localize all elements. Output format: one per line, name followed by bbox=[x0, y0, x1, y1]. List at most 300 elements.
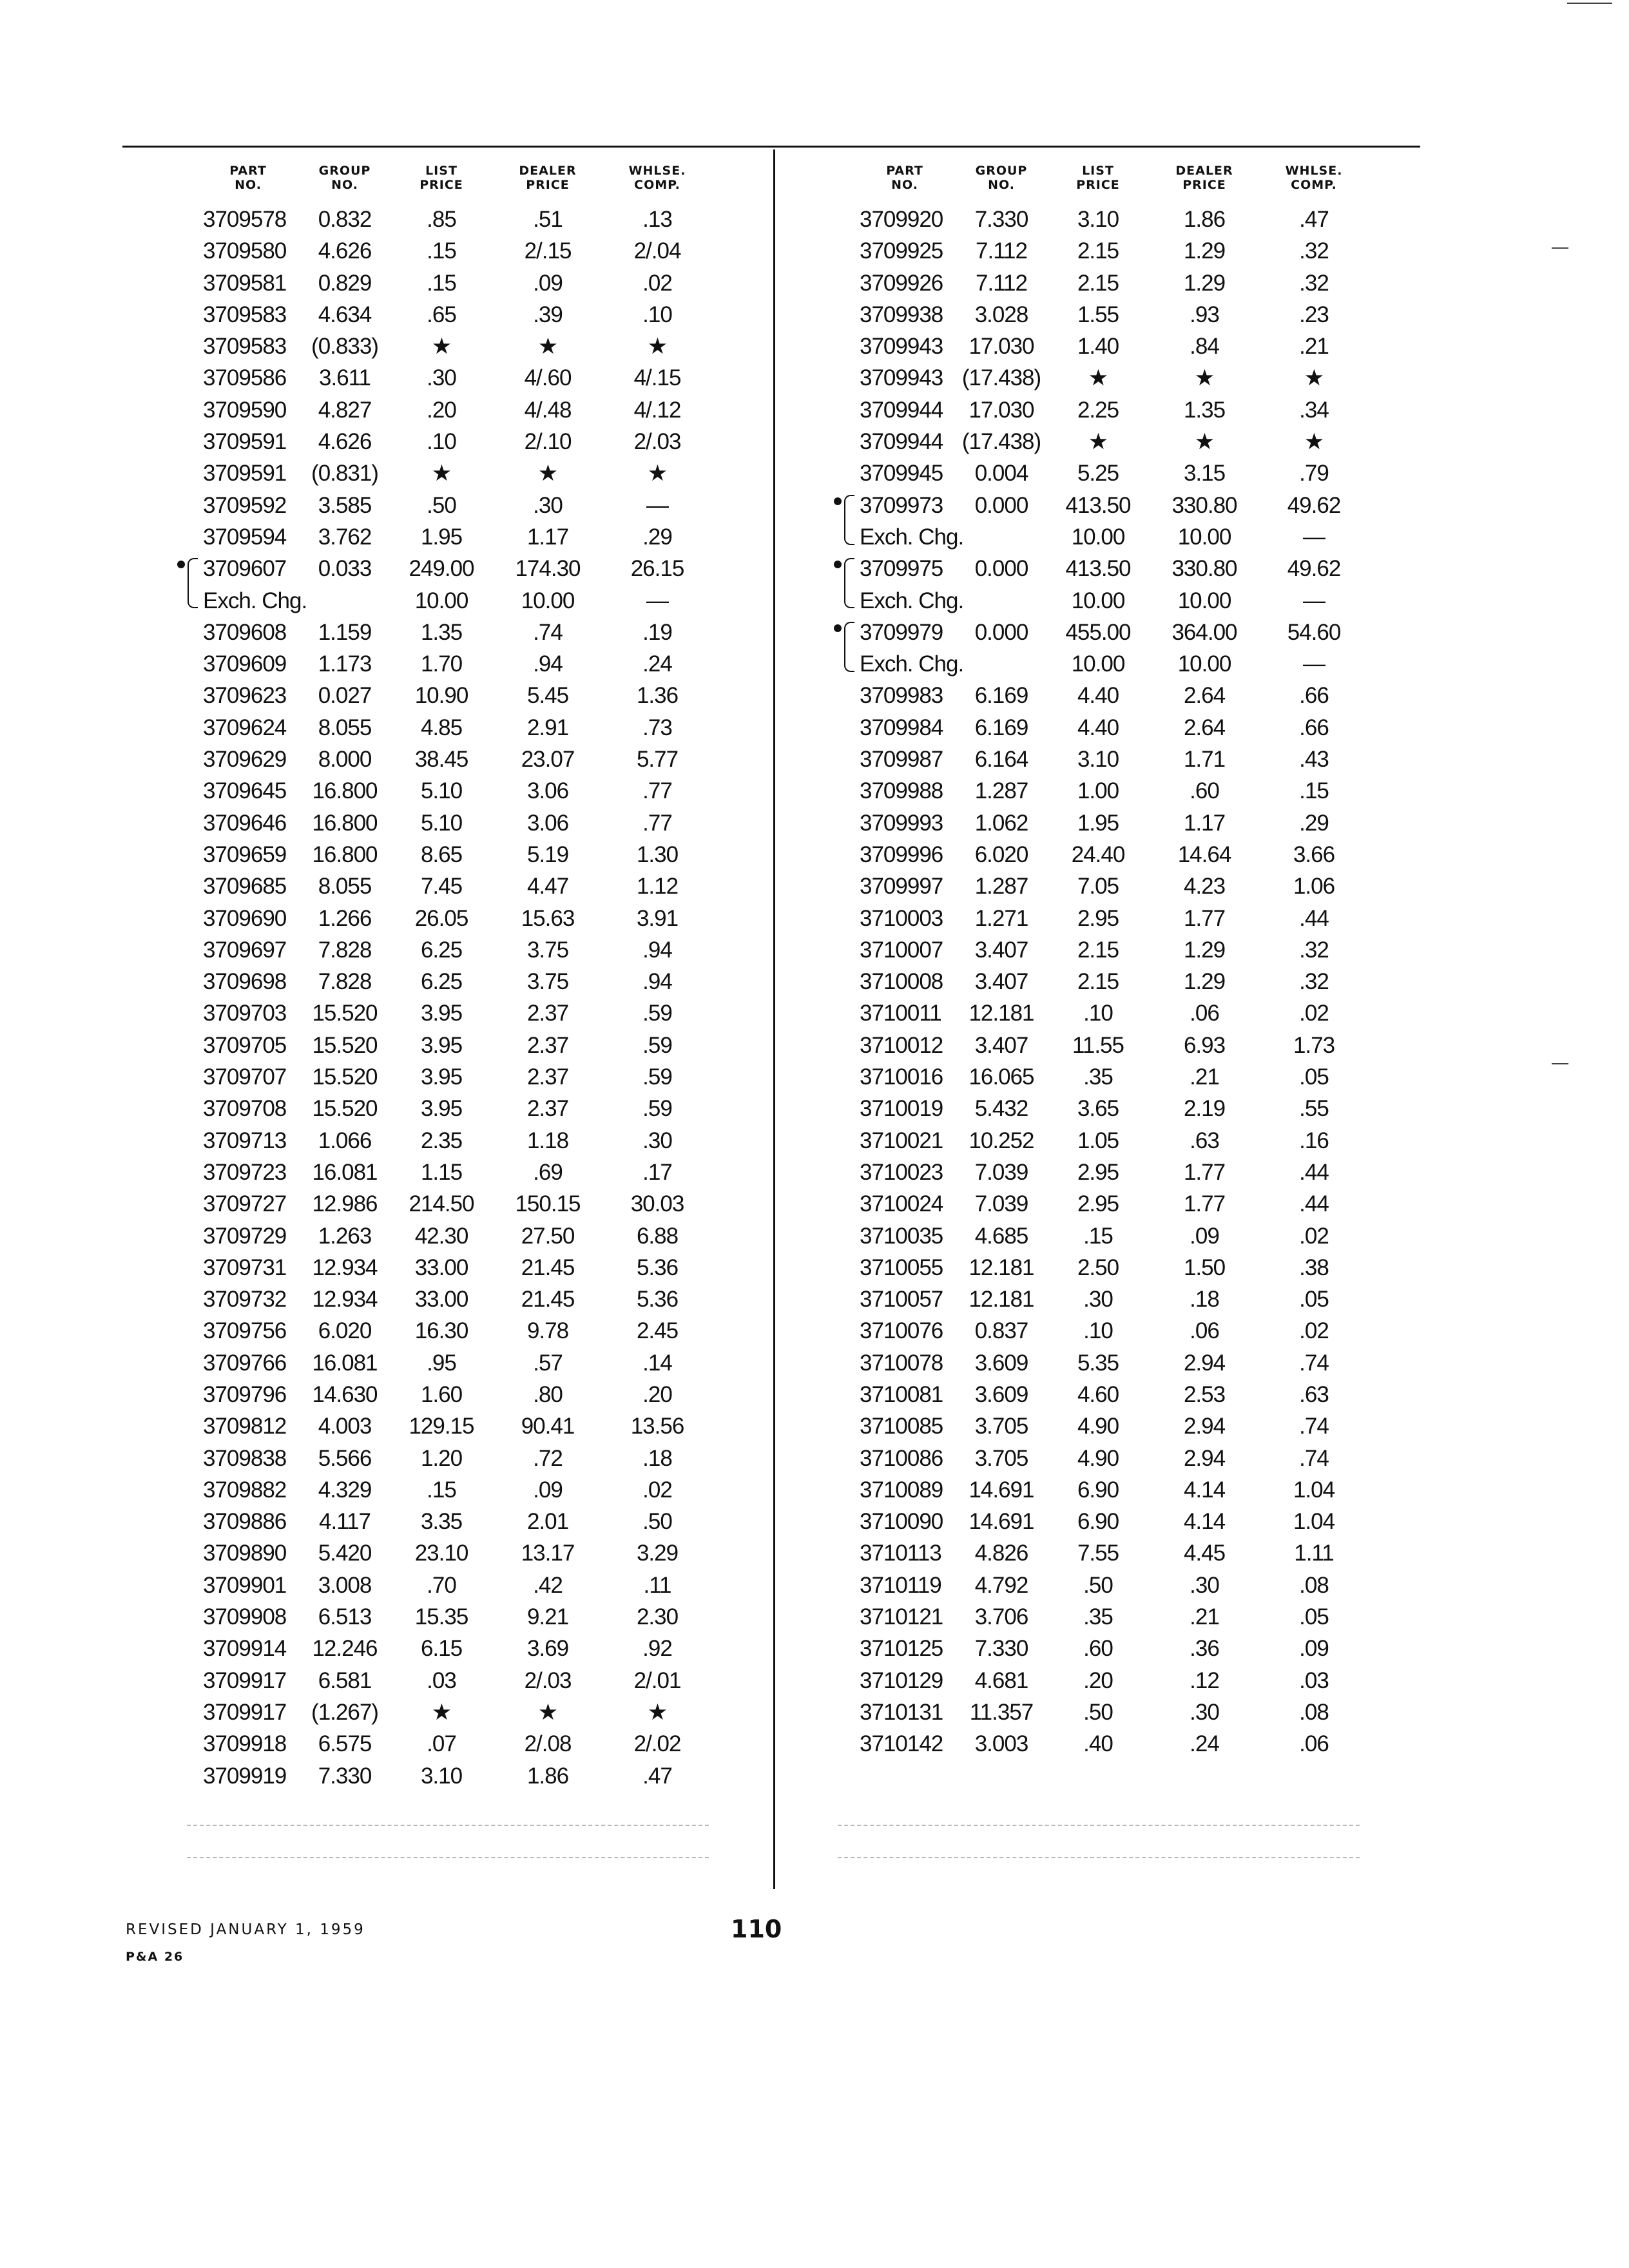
cell-dealer: 2/.10 bbox=[524, 429, 572, 455]
table-row bbox=[782, 1665, 1420, 1696]
cell-group: 4.626 bbox=[318, 238, 372, 264]
cell-group: 6.020 bbox=[318, 1318, 372, 1344]
cell-dealer: 2.94 bbox=[1183, 1350, 1226, 1376]
table-row bbox=[126, 966, 764, 997]
cell-list: 38.45 bbox=[414, 747, 468, 773]
cell-group: 1.066 bbox=[318, 1128, 372, 1153]
left-table-body bbox=[126, 204, 764, 1792]
cell-whlse: .03 bbox=[1299, 1667, 1329, 1693]
table-row bbox=[126, 331, 764, 362]
table-row bbox=[126, 1347, 764, 1379]
cell-list: 214.50 bbox=[409, 1191, 474, 1217]
table-row bbox=[126, 712, 764, 744]
cell-list: 2.15 bbox=[1077, 969, 1119, 995]
cell-group: 4.685 bbox=[974, 1223, 1028, 1249]
table-row bbox=[782, 966, 1420, 997]
cell-dealer: .63 bbox=[1190, 1128, 1219, 1153]
table-row bbox=[782, 426, 1420, 457]
cell-part: 3710129 bbox=[860, 1667, 943, 1693]
cell-whlse: 1.04 bbox=[1293, 1509, 1335, 1535]
cell-whlse: .08 bbox=[1299, 1572, 1329, 1598]
cell-dealer: 1.77 bbox=[1183, 905, 1226, 931]
cell-whlse: .59 bbox=[642, 1032, 672, 1058]
cell-whlse: 1.11 bbox=[1294, 1541, 1334, 1566]
cell-list: 2.95 bbox=[1077, 1159, 1119, 1185]
cell-group: 8.000 bbox=[318, 747, 372, 773]
cell-part: 3709979 bbox=[860, 619, 943, 645]
cell-whlse: 2/.03 bbox=[633, 429, 681, 455]
cell-group: 12.181 bbox=[969, 1287, 1034, 1312]
cell-list: 7.45 bbox=[420, 874, 463, 899]
cell-group: 14.691 bbox=[969, 1477, 1034, 1503]
cell-part: 3709729 bbox=[203, 1223, 287, 1249]
cell-dealer: 330.80 bbox=[1171, 556, 1237, 582]
bullet-icon bbox=[834, 497, 842, 505]
cell-part: 3710011 bbox=[860, 1001, 941, 1026]
cell-whlse: 3.66 bbox=[1293, 841, 1335, 867]
cell-part: 3710125 bbox=[860, 1636, 943, 1662]
cell-list: 26.05 bbox=[414, 905, 468, 931]
cell-part: 3709944 bbox=[860, 429, 943, 455]
cell-part: 3709731 bbox=[203, 1254, 287, 1280]
cell-whlse: ★ bbox=[647, 461, 668, 486]
cell-whlse: .16 bbox=[1299, 1128, 1329, 1153]
table-row bbox=[782, 1633, 1420, 1664]
cell-group: 3.008 bbox=[318, 1572, 372, 1598]
catalog-code: P&A 26 bbox=[126, 1950, 184, 1964]
cell-list: 3.10 bbox=[1077, 207, 1119, 232]
cell-part: 3709838 bbox=[203, 1445, 287, 1471]
cell-part: 3709996 bbox=[860, 841, 943, 867]
cell-whlse: .94 bbox=[642, 937, 672, 963]
cell-list: 3.10 bbox=[420, 1763, 463, 1789]
cell-dealer: ★ bbox=[1194, 429, 1215, 455]
cell-whlse: .55 bbox=[1299, 1096, 1329, 1122]
cell-group: 6.169 bbox=[974, 683, 1028, 709]
cell-group: 3.609 bbox=[974, 1350, 1028, 1376]
right-column-header bbox=[782, 164, 1420, 204]
cell-part: 3709578 bbox=[203, 207, 287, 232]
cell-dealer: .06 bbox=[1190, 1318, 1219, 1344]
right-column bbox=[782, 164, 1420, 1760]
cell-part: 3709609 bbox=[203, 651, 287, 677]
cell-whlse: .32 bbox=[1299, 969, 1329, 995]
cell-dealer: 3.15 bbox=[1183, 461, 1226, 486]
cell-whlse: .66 bbox=[1299, 683, 1329, 709]
cell-whlse: .19 bbox=[642, 619, 672, 645]
cell-list: .15 bbox=[427, 1477, 456, 1503]
cell-part: 3709943 bbox=[860, 365, 943, 391]
cell-group: 6.169 bbox=[974, 715, 1028, 740]
cell-dealer: .80 bbox=[533, 1381, 563, 1407]
cell-group: 16.800 bbox=[312, 841, 378, 867]
cell-group: 17.030 bbox=[969, 334, 1034, 360]
cell-dealer: 3.75 bbox=[526, 937, 569, 963]
cell-dealer: 150.15 bbox=[515, 1191, 581, 1217]
cell-group: 6.581 bbox=[318, 1667, 372, 1693]
cell-part: 3709723 bbox=[203, 1159, 287, 1185]
cell-dealer: .69 bbox=[533, 1159, 563, 1185]
cell-list: 10.00 bbox=[414, 588, 468, 613]
cell-whlse: 13.56 bbox=[630, 1414, 684, 1439]
cell-dealer: 2.37 bbox=[526, 1032, 569, 1058]
cell-dealer: 2/.08 bbox=[524, 1731, 572, 1757]
cell-part: 3709690 bbox=[203, 905, 287, 931]
cell-whlse: .32 bbox=[1299, 270, 1329, 296]
table-row bbox=[126, 680, 764, 711]
cell-part: 3709890 bbox=[203, 1541, 287, 1566]
cell-list: 1.60 bbox=[420, 1381, 463, 1407]
blank-line bbox=[187, 1825, 709, 1826]
table-row bbox=[782, 775, 1420, 807]
cell-list: 23.10 bbox=[414, 1541, 468, 1566]
table-row bbox=[782, 1093, 1420, 1124]
cell-list: 10.00 bbox=[1071, 524, 1125, 550]
table-row bbox=[126, 1252, 764, 1283]
cell-part: 3709580 bbox=[203, 238, 287, 264]
table-row bbox=[126, 457, 764, 489]
header-whlse-comp: WHLSE. COMP. bbox=[628, 164, 686, 192]
cell-list: 3.95 bbox=[420, 1001, 463, 1026]
cell-dealer: 10.00 bbox=[521, 588, 575, 613]
cell-dealer: .24 bbox=[1190, 1731, 1219, 1757]
cell-whlse: .10 bbox=[642, 302, 672, 327]
cell-dealer: .30 bbox=[533, 492, 563, 518]
table-row bbox=[126, 394, 764, 426]
cell-dealer: .94 bbox=[533, 651, 563, 677]
cell-whlse: .09 bbox=[1299, 1636, 1329, 1662]
cell-part: 3710076 bbox=[860, 1318, 943, 1344]
cell-dealer: 9.78 bbox=[526, 1318, 569, 1344]
cell-part: 3710008 bbox=[860, 969, 943, 995]
table-row bbox=[126, 426, 764, 457]
cell-dealer: 2.01 bbox=[526, 1509, 569, 1535]
cell-part: 3709590 bbox=[203, 397, 287, 423]
table-row bbox=[782, 1030, 1420, 1061]
header-list-price: LIST PRICE bbox=[419, 164, 463, 192]
cell-whlse: .32 bbox=[1299, 238, 1329, 264]
cell-group: 12.181 bbox=[969, 1254, 1034, 1280]
cell-whlse: .24 bbox=[642, 651, 672, 677]
cell-part: 3709708 bbox=[203, 1096, 287, 1122]
cell-part: 3710016 bbox=[860, 1064, 943, 1090]
blank-line bbox=[838, 1825, 1360, 1826]
table-row bbox=[126, 1696, 764, 1728]
cell-dealer: 3.75 bbox=[526, 969, 569, 995]
table-row bbox=[126, 235, 764, 267]
table-row bbox=[782, 1696, 1420, 1728]
cell-list: .60 bbox=[1083, 1636, 1113, 1662]
cell-group: 5.420 bbox=[318, 1541, 372, 1566]
cell-dealer: .21 bbox=[1190, 1604, 1219, 1630]
column-divider bbox=[773, 149, 775, 1889]
cell-part: 3709583 bbox=[203, 302, 287, 327]
cell-part: 3709938 bbox=[860, 302, 943, 327]
cell-list: 4.40 bbox=[1077, 715, 1119, 740]
table-row bbox=[126, 1157, 764, 1188]
table-row bbox=[782, 680, 1420, 711]
cell-whlse: .38 bbox=[1299, 1254, 1329, 1280]
cell-part: 3709882 bbox=[203, 1477, 287, 1503]
cell-group: 12.934 bbox=[312, 1287, 378, 1312]
table-row bbox=[126, 744, 764, 775]
cell-part: 3709973 bbox=[860, 492, 943, 518]
cell-group: 1.173 bbox=[318, 651, 372, 677]
cell-part: 3710057 bbox=[860, 1287, 943, 1312]
table-row bbox=[782, 457, 1420, 489]
table-row bbox=[782, 1315, 1420, 1347]
cell-dealer: 1.18 bbox=[526, 1128, 569, 1153]
cell-whlse: 5.36 bbox=[636, 1287, 679, 1312]
table-row bbox=[782, 1283, 1420, 1315]
cell-part: 3710090 bbox=[860, 1509, 943, 1535]
cell-group: 11.357 bbox=[969, 1699, 1034, 1725]
cell-whlse: .47 bbox=[642, 1763, 672, 1789]
cell-list: .10 bbox=[1083, 1001, 1113, 1026]
cell-dealer: ★ bbox=[537, 1699, 558, 1725]
cell-whlse: .47 bbox=[1299, 207, 1329, 232]
cell-part: Exch. Chg. bbox=[203, 588, 307, 613]
cell-whlse: .05 bbox=[1299, 1287, 1329, 1312]
cell-list: .15 bbox=[427, 270, 456, 296]
cell-whlse: 4/.12 bbox=[633, 397, 681, 423]
cell-group: 7.828 bbox=[318, 937, 372, 963]
cell-group: 3.706 bbox=[974, 1604, 1028, 1630]
cell-list: 6.90 bbox=[1077, 1509, 1119, 1535]
table-row bbox=[782, 1379, 1420, 1410]
cell-part: 3709727 bbox=[203, 1191, 287, 1217]
cell-whlse: 2/.02 bbox=[633, 1731, 681, 1757]
cell-whlse: .59 bbox=[642, 1001, 672, 1026]
cell-list: 5.10 bbox=[420, 810, 463, 836]
table-row bbox=[782, 1506, 1420, 1537]
cell-part: 3710021 bbox=[860, 1128, 943, 1153]
cell-part: 3709945 bbox=[860, 461, 943, 486]
table-row bbox=[782, 617, 1420, 648]
cell-part: 3710113 bbox=[860, 1541, 941, 1566]
cell-dealer: .09 bbox=[533, 270, 563, 296]
cell-list: 413.50 bbox=[1065, 492, 1131, 518]
cell-dealer: 2.94 bbox=[1183, 1414, 1226, 1439]
cell-list: 33.00 bbox=[414, 1287, 468, 1312]
cell-group: 7.330 bbox=[974, 207, 1028, 232]
cell-dealer: .74 bbox=[533, 619, 563, 645]
cell-part: 3710086 bbox=[860, 1445, 943, 1471]
cell-dealer: 2.64 bbox=[1183, 715, 1226, 740]
cell-part: 3709983 bbox=[860, 683, 943, 709]
cell-group: 3.003 bbox=[974, 1731, 1028, 1757]
cell-list: .20 bbox=[427, 397, 456, 423]
table-row bbox=[126, 1125, 764, 1157]
cell-whlse: 5.36 bbox=[636, 1254, 679, 1280]
cell-group: 0.829 bbox=[318, 270, 372, 296]
cell-group: 1.062 bbox=[974, 810, 1028, 836]
cell-part: 3709629 bbox=[203, 747, 287, 773]
cell-group: 4.827 bbox=[318, 397, 372, 423]
table-row bbox=[782, 903, 1420, 934]
cell-part: 3709646 bbox=[203, 810, 287, 836]
cell-list: 24.40 bbox=[1071, 841, 1125, 867]
cell-whlse: 3.29 bbox=[636, 1541, 679, 1566]
cell-dealer: 1.29 bbox=[1183, 937, 1226, 963]
cell-list: 1.70 bbox=[420, 651, 463, 677]
cell-group: 3.705 bbox=[974, 1445, 1028, 1471]
cell-list: 2.35 bbox=[420, 1128, 463, 1153]
table-row bbox=[782, 1220, 1420, 1252]
cell-whlse: 49.62 bbox=[1287, 556, 1341, 582]
cell-list: 2.25 bbox=[1077, 397, 1119, 423]
cell-group: 6.020 bbox=[974, 841, 1028, 867]
cell-dealer: .84 bbox=[1190, 334, 1219, 360]
cell-part: 3709591 bbox=[203, 429, 287, 455]
cell-whlse: .14 bbox=[642, 1350, 672, 1376]
table-row bbox=[782, 362, 1420, 394]
cell-whlse: .02 bbox=[642, 270, 672, 296]
cell-list: 1.95 bbox=[420, 524, 463, 550]
cell-whlse: 26.15 bbox=[630, 556, 684, 582]
cell-part: 3709698 bbox=[203, 969, 287, 995]
cell-dealer: 4/.48 bbox=[524, 397, 572, 423]
cell-whlse: .43 bbox=[1299, 747, 1329, 773]
cell-dealer: 5.45 bbox=[526, 683, 569, 709]
cell-list: ★ bbox=[431, 334, 452, 360]
cell-group: 0.000 bbox=[974, 556, 1028, 582]
table-row bbox=[126, 648, 764, 680]
revised-date: REVISED JANUARY 1, 1959 bbox=[126, 1921, 365, 1938]
cell-whlse: .74 bbox=[1299, 1350, 1329, 1376]
cell-part: 3710055 bbox=[860, 1254, 943, 1280]
cell-list: 4.60 bbox=[1077, 1381, 1119, 1407]
cell-dealer: 21.45 bbox=[521, 1287, 575, 1312]
cell-group: 8.055 bbox=[318, 715, 372, 740]
cell-whlse: .29 bbox=[642, 524, 672, 550]
cell-group: 16.065 bbox=[969, 1064, 1034, 1090]
table-row bbox=[782, 331, 1420, 362]
cell-list: .03 bbox=[427, 1667, 456, 1693]
cell-whlse: 2.45 bbox=[636, 1318, 679, 1344]
cell-whlse: — bbox=[646, 492, 668, 518]
cell-dealer: 174.30 bbox=[515, 556, 581, 582]
cell-group: 5.432 bbox=[974, 1096, 1028, 1122]
cell-list: .07 bbox=[427, 1731, 456, 1757]
cell-dealer: 2.91 bbox=[526, 715, 569, 740]
cell-list: .50 bbox=[1083, 1572, 1113, 1598]
table-row bbox=[782, 394, 1420, 426]
cell-dealer: 4/.60 bbox=[524, 365, 572, 391]
cell-whlse: — bbox=[1303, 651, 1325, 677]
cell-dealer: 10.00 bbox=[1177, 588, 1231, 613]
cell-whlse: 49.62 bbox=[1287, 492, 1341, 518]
cell-whlse: .30 bbox=[642, 1128, 672, 1153]
cell-group: (1.267) bbox=[311, 1699, 378, 1725]
table-row bbox=[126, 1665, 764, 1696]
cell-dealer: 13.17 bbox=[521, 1541, 575, 1566]
cell-dealer: 2/.03 bbox=[524, 1667, 572, 1693]
cell-list: 7.55 bbox=[1077, 1541, 1119, 1566]
cell-part: 3709925 bbox=[860, 238, 943, 264]
cell-part: 3710023 bbox=[860, 1159, 943, 1185]
cell-part: 3710035 bbox=[860, 1223, 943, 1249]
cell-group: 0.004 bbox=[974, 461, 1028, 486]
cell-group: 3.407 bbox=[974, 1032, 1028, 1058]
cell-part: 3709594 bbox=[203, 524, 287, 550]
cell-dealer: 2.94 bbox=[1183, 1445, 1226, 1471]
cell-dealer: 2.37 bbox=[526, 1064, 569, 1090]
cell-group: 16.081 bbox=[312, 1350, 378, 1376]
cell-list: 1.05 bbox=[1077, 1128, 1119, 1153]
cell-part: 3709920 bbox=[860, 207, 943, 232]
cell-dealer: ★ bbox=[537, 334, 558, 360]
cell-list: .10 bbox=[427, 429, 456, 455]
table-row bbox=[126, 521, 764, 553]
table-row bbox=[782, 744, 1420, 775]
cell-whlse: .79 bbox=[1299, 461, 1329, 486]
cell-group: 4.792 bbox=[974, 1572, 1028, 1598]
cell-whlse: 5.77 bbox=[636, 747, 679, 773]
cell-whlse: 4/.15 bbox=[633, 365, 681, 391]
table-row bbox=[782, 299, 1420, 331]
table-row bbox=[782, 997, 1420, 1029]
cell-whlse: .18 bbox=[642, 1445, 672, 1471]
cell-list: ★ bbox=[431, 1699, 452, 1725]
cell-whlse: 6.88 bbox=[636, 1223, 679, 1249]
bullet-icon bbox=[834, 624, 842, 632]
cell-part: 3710078 bbox=[860, 1350, 943, 1376]
cell-group: 5.566 bbox=[318, 1445, 372, 1471]
table-row bbox=[126, 870, 764, 902]
cell-list: 2.15 bbox=[1077, 937, 1119, 963]
cell-list: 10.00 bbox=[1071, 651, 1125, 677]
cell-whlse: 1.36 bbox=[636, 683, 679, 709]
cell-part: 3709993 bbox=[860, 810, 943, 836]
cell-dealer: 1.29 bbox=[1183, 270, 1226, 296]
cell-list: .15 bbox=[427, 238, 456, 264]
cell-group: 7.112 bbox=[976, 270, 1027, 296]
cell-list: 2.15 bbox=[1077, 270, 1119, 296]
cell-group: 4.826 bbox=[974, 1541, 1028, 1566]
cell-whlse: 54.60 bbox=[1287, 619, 1341, 645]
cell-dealer: 4.14 bbox=[1183, 1477, 1226, 1503]
cell-list: 3.95 bbox=[420, 1096, 463, 1122]
cell-list: .50 bbox=[1083, 1699, 1113, 1725]
cell-group: 3.407 bbox=[974, 937, 1028, 963]
cell-group: 6.575 bbox=[318, 1731, 372, 1757]
cell-list: 8.65 bbox=[420, 841, 463, 867]
cell-part: Exch. Chg. bbox=[860, 524, 964, 550]
cell-list: .30 bbox=[1083, 1287, 1113, 1312]
cell-dealer: .60 bbox=[1190, 778, 1219, 804]
table-row bbox=[126, 617, 764, 648]
cell-list: 1.35 bbox=[420, 619, 463, 645]
cell-list: 6.90 bbox=[1077, 1477, 1119, 1503]
cell-dealer: 10.00 bbox=[1177, 651, 1231, 677]
cell-part: 3709705 bbox=[203, 1032, 287, 1058]
cell-group: 12.934 bbox=[312, 1254, 378, 1280]
table-row bbox=[782, 1728, 1420, 1760]
cell-whlse: 2/.04 bbox=[633, 238, 681, 264]
cell-part: 3710085 bbox=[860, 1414, 943, 1439]
cell-dealer: .93 bbox=[1190, 302, 1219, 327]
table-row bbox=[126, 1728, 764, 1760]
cell-part: 3709944 bbox=[860, 397, 943, 423]
cell-dealer: 1.17 bbox=[526, 524, 569, 550]
cell-part: 3709586 bbox=[203, 365, 287, 391]
cell-whlse: — bbox=[646, 588, 668, 613]
cell-whlse: .74 bbox=[1299, 1445, 1329, 1471]
cell-group: 3.585 bbox=[318, 492, 372, 518]
cell-group: 0.832 bbox=[318, 207, 372, 232]
table-row bbox=[782, 204, 1420, 235]
